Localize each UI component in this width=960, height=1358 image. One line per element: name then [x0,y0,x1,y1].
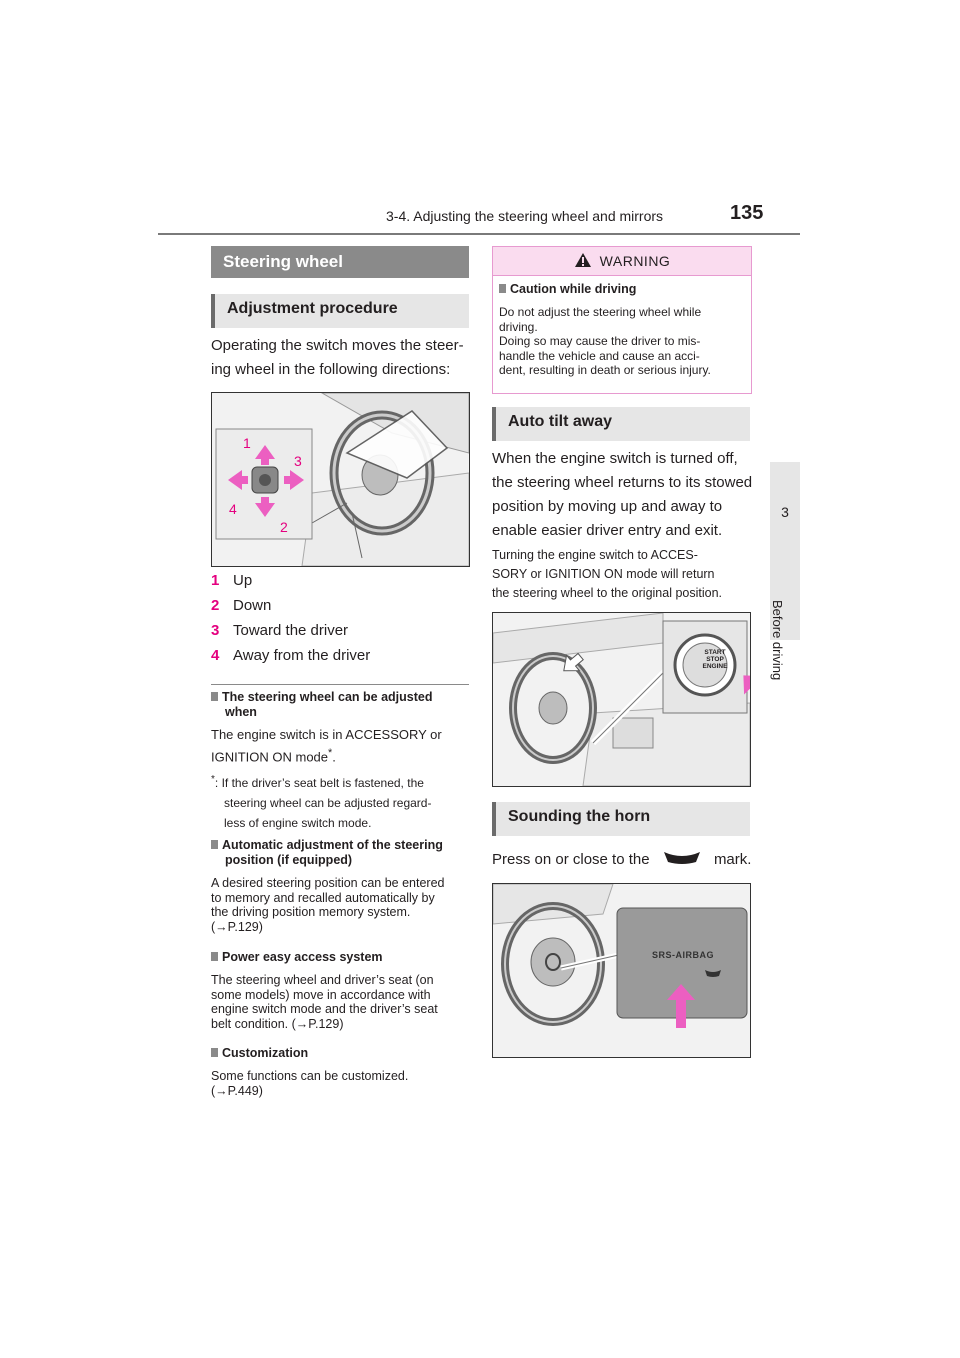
intro-line: ing wheel in the following directions: [211,361,451,378]
page-reference-link[interactable]: (→P.449) [211,1083,263,1098]
bullet-square-icon [211,692,218,701]
horn-icon [704,968,722,978]
list-item: 3 Toward the driver [211,622,349,639]
horn-illustration [492,883,751,1058]
page-number: 135 [730,202,764,224]
direction-list [211,568,471,668]
note-customization: Customization Some functions can be customized. (→P.449) [211,1046,476,1098]
auto-tilt-illustration [492,612,751,787]
warning-box: WARNING Caution while driving Do not adjust the steering wheel while driving. Doing so may cause the driver to mis- handle the vehicle and cause an acci- dent, resulting in death or serious injury. [492,246,752,394]
arrow-pink-icon [667,984,695,1028]
sounding-horn-heading: Sounding the horn [492,802,750,836]
warning-header: WARNING [493,247,751,276]
adjustment-procedure-heading: Adjustment procedure [211,294,469,328]
start-stop-button: START STOP ENGINE [702,649,728,670]
list-item: 1 Up [211,572,253,589]
srs-airbag-label: SRS-AIRBAG [651,950,714,960]
header-rule [158,233,800,235]
page-reference-link[interactable]: (→P.129) [211,919,263,934]
divider [211,684,469,685]
list-item: 2 Down [211,597,272,614]
figure-label: 1 [243,435,251,451]
chapter-number: 3 [781,504,789,520]
warning-triangle-icon [574,252,592,268]
horn-text: Press on or close to the mark. [492,848,762,872]
horn-icon [660,848,704,868]
figure-label: 2 [280,519,288,535]
figure-label: 3 [294,453,302,469]
section-title: 3-4. Adjusting the steering wheel and mirrors [386,208,664,224]
bullet-square-icon [211,952,218,961]
steering-wheel-heading: Steering wheel [211,246,469,278]
note-automatic-adjustment: Automatic adjustment of the steering position (if equipped) A desired steering position can be entered to memory and recalled automatically by the driving position memory system. (→P.129) [211,838,476,934]
note-adjustable-when: The steering wheel can be adjusted when The engine switch is in ACCESSORY or IGNITION ON mode*. *: If the driver’s seat belt is fastened, the steering wheel can be adjusted regard- less of engine switch mode. [211,690,442,831]
bullet-square-icon [211,1048,218,1057]
figure-label: 4 [229,501,237,517]
intro-line: Operating the switch moves the steer- [211,337,464,354]
intro-text [211,334,481,382]
chapter-title: Before driving [770,600,785,681]
auto-tilt-away-heading: Auto tilt away [492,407,750,441]
steering-adjustment-illustration [211,392,470,567]
list-item: 4 Away from the driver [211,647,371,664]
note-power-easy-access: Power easy access system The steering wheel and driver’s seat (on some models) move in accordance with engine switch mode and the driver’s seat belt condition. (→P.129) [211,950,476,1031]
bullet-square-icon [499,284,506,293]
auto-tilt-note: Turning the engine switch to ACCES- SORY or IGNITION ON mode will return the steering wheel to the original position. [492,548,723,600]
arrow-pink-icon [741,671,751,701]
bullet-square-icon [211,840,218,849]
page-reference-link[interactable]: belt condition. (→P.129) [211,1016,344,1031]
auto-tilt-text: When the engine switch is turned off, the steering wheel returns to its stowed position by moving up and away to enable easier driver entry and exit. [492,450,753,539]
